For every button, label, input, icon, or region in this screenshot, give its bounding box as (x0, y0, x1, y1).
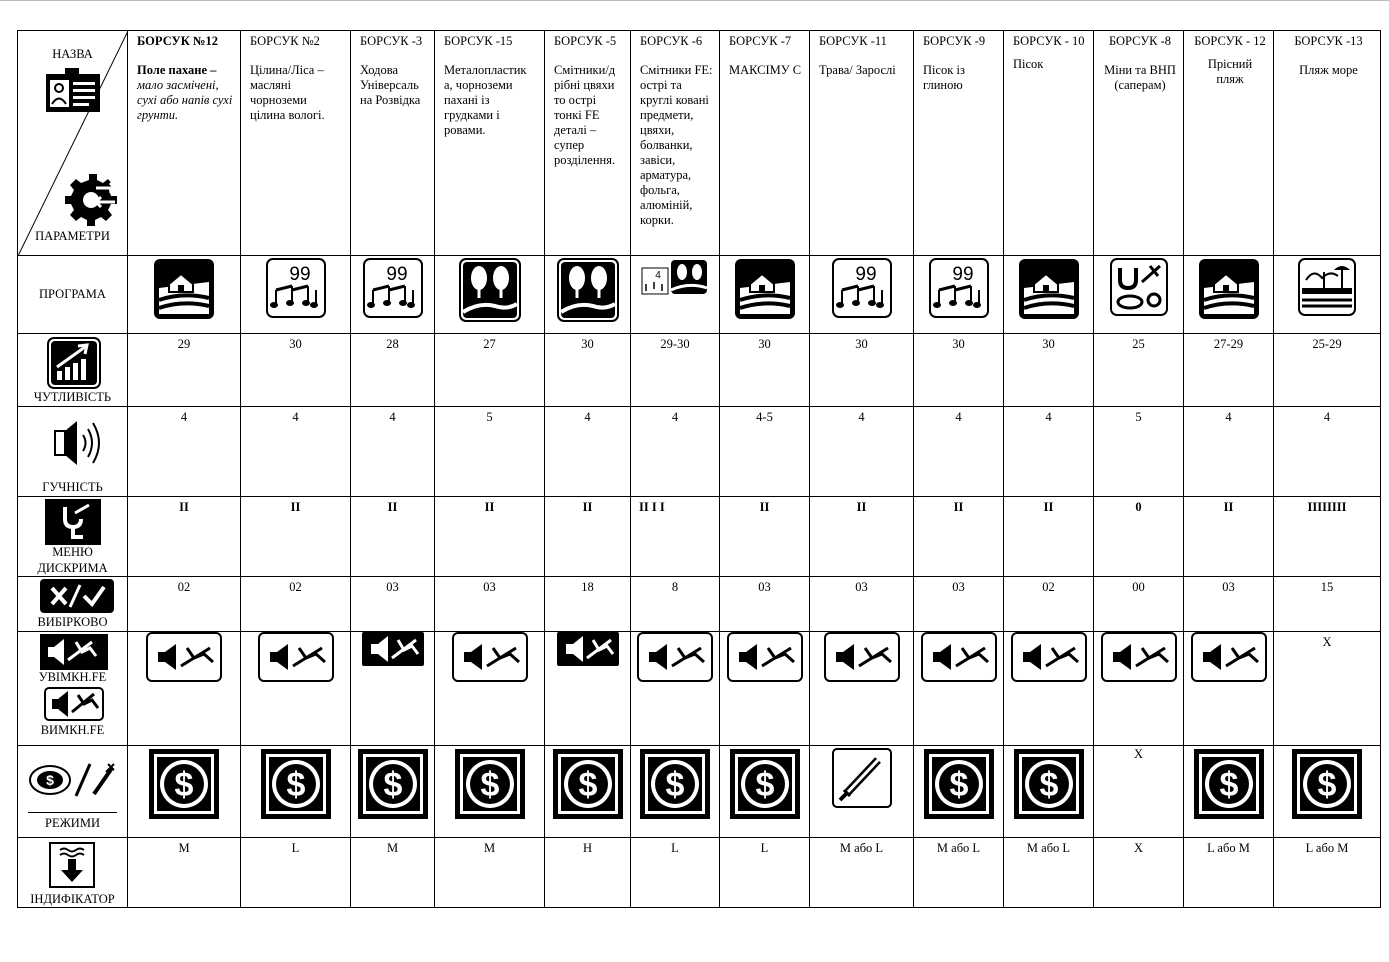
notch-label-cell (18, 577, 128, 632)
sensitivity-value: 25-29 (1274, 334, 1381, 407)
volume-value: 4 (545, 407, 631, 497)
indicator-value: X (1094, 838, 1184, 908)
coin-s-icon (260, 748, 332, 820)
tone-number: 99 (385, 264, 408, 285)
column-description: Смітники FE: острі та круглі ковані предмети, цвяхи, болванки, завіси, арматура, фольга, алюміній, корки. (640, 63, 713, 227)
indicator-value: L (241, 838, 351, 908)
indicator-value: M або L (1004, 838, 1094, 908)
column-header (435, 31, 545, 256)
notch-value: 03 (810, 577, 914, 632)
indicator-value: L або M (1274, 838, 1381, 908)
coin-s-icon (923, 748, 995, 820)
volume-value: 4 (351, 407, 435, 497)
field-house-icon (1018, 258, 1080, 320)
volume-row (18, 407, 1381, 497)
modes-row (18, 746, 1381, 838)
beach-icon (1298, 258, 1356, 316)
program-cell (914, 256, 1004, 334)
column-title: БОРСУК -6 (640, 34, 703, 48)
speaker-icon (51, 419, 105, 471)
column-header (1184, 31, 1274, 256)
notch-value: 18 (545, 577, 631, 632)
x-mark: X (1133, 747, 1144, 761)
column-title: БОРСУК -5 (554, 34, 617, 48)
fe-off-icon (727, 632, 803, 682)
header-row (18, 31, 1381, 256)
sensitivity-value: 30 (914, 334, 1004, 407)
fe-cell (720, 632, 810, 746)
row-label: ВИМКН.FE (40, 723, 105, 737)
desc-bold: Поле пахане – (137, 63, 217, 77)
field-house-icon (1198, 258, 1260, 320)
mode-cell (435, 746, 545, 838)
column-description: Трава/ Зарослі (819, 63, 896, 77)
svg-text:$: $ (480, 766, 499, 804)
column-header (241, 31, 351, 256)
program-cell (720, 256, 810, 334)
park-trees-icon (459, 258, 521, 322)
sensitivity-row (18, 334, 1381, 407)
fe-on-icon (557, 632, 619, 666)
indicator-value: L або M (1184, 838, 1274, 908)
column-header (128, 31, 241, 256)
notch-value: 8 (631, 577, 720, 632)
column-title: БОРСУК №12 (137, 34, 218, 48)
sensitivity-label-cell (18, 334, 128, 407)
program-label-cell (18, 256, 128, 334)
music-tone-icon (266, 258, 326, 318)
fe-cell (914, 632, 1004, 746)
fe-cell (810, 632, 914, 746)
fe-cell (351, 632, 435, 746)
program-cell (1274, 256, 1381, 334)
indicator-value: H (545, 838, 631, 908)
row-label: ДИСКРИМА (37, 561, 108, 575)
column-title: БОРСУК - 12 (1194, 34, 1266, 48)
coin-s-icon (729, 748, 801, 820)
fe-cell (631, 632, 720, 746)
svg-text:$: $ (1219, 766, 1238, 804)
column-title: БОРСУК -15 (444, 34, 513, 48)
sensitivity-value: 29 (128, 334, 241, 407)
column-description: Металопластик а, чорноземи пахані із грудками і ровами. (444, 63, 527, 137)
fe-off-icon (921, 632, 997, 682)
sensitivity-value: 27 (435, 334, 545, 407)
column-header (1094, 31, 1184, 256)
notch-value: 00 (1094, 577, 1184, 632)
column-title: БОРСУК -3 (360, 34, 423, 48)
sensitivity-value: 28 (351, 334, 435, 407)
fe-cell (545, 632, 631, 746)
music-tone-icon (929, 258, 989, 318)
indicator-value: M або L (810, 838, 914, 908)
column-header (1004, 31, 1094, 256)
fe-off-icon (637, 632, 713, 682)
notch-value: 03 (351, 577, 435, 632)
music-tone-icon (363, 258, 423, 318)
disc-value: II I I (631, 497, 720, 577)
sensitivity-value: 30 (1004, 334, 1094, 407)
disc-value: II (810, 497, 914, 577)
settings-table (17, 30, 1381, 908)
indicator-value: L (720, 838, 810, 908)
program-cell (545, 256, 631, 334)
sensitivity-value: 30 (545, 334, 631, 407)
program-cell (631, 256, 720, 334)
coin-s-icon (454, 748, 526, 820)
disc-value: II (128, 497, 241, 577)
column-description: МАКСІМУ С (729, 63, 802, 77)
sensitivity-value: 30 (810, 334, 914, 407)
disc-value: II (545, 497, 631, 577)
x-mark: X (1322, 635, 1332, 649)
column-header (1274, 31, 1381, 256)
fe-off-icon (44, 687, 104, 721)
fe-cell (1004, 632, 1094, 746)
volume-value: 4 (631, 407, 720, 497)
volume-value: 5 (1094, 407, 1184, 497)
svg-text:$: $ (755, 766, 774, 804)
sensitivity-value: 30 (720, 334, 810, 407)
desc-italic: мало засмічені, сухі або напів сухі грунти. (137, 78, 233, 122)
corner-cell (18, 31, 128, 256)
coin-s-icon (552, 748, 624, 820)
discrimination-row (18, 497, 1381, 577)
params-label: ПАРАМЕТРИ (35, 229, 110, 243)
program-row (18, 256, 1381, 334)
program-cell (241, 256, 351, 334)
row-label: ІНДИФІКАТОР (30, 892, 115, 906)
fe-row (18, 632, 1381, 746)
modes-icon (28, 760, 118, 800)
tone-number: 99 (951, 264, 974, 285)
notch-value: 02 (128, 577, 241, 632)
column-description: Прісний пляж (1207, 57, 1253, 86)
disc-value: II (1004, 497, 1094, 577)
column-description: Пісок із глиною (923, 63, 965, 92)
indicator-value: M або L (914, 838, 1004, 908)
fe-label-cell (18, 632, 128, 746)
volume-value: 5 (435, 407, 545, 497)
coin-s-icon (639, 748, 711, 820)
field-house-icon (153, 258, 215, 320)
pinpoint-icon (832, 748, 892, 808)
notch-value: 02 (1004, 577, 1094, 632)
notch-value: 03 (1184, 577, 1274, 632)
disc-value: II (351, 497, 435, 577)
tone-number: 99 (288, 264, 311, 285)
notch-row (18, 577, 1381, 632)
column-title: БОРСУК - 10 (1013, 34, 1085, 48)
sensitivity-value: 29-30 (631, 334, 720, 407)
mode-cell (1184, 746, 1274, 838)
program-cell (435, 256, 545, 334)
indicator-icon (48, 841, 96, 889)
fe-on-icon (40, 634, 108, 670)
column-description: Пляж море (1299, 63, 1358, 77)
volume-value: 4 (1274, 407, 1381, 497)
volume-label-cell (18, 407, 128, 497)
mode-cell (241, 746, 351, 838)
volume-value: 4 (914, 407, 1004, 497)
indicator-value: M (435, 838, 545, 908)
column-description: Пісок (1013, 57, 1044, 71)
sensitivity-value: 25 (1094, 334, 1184, 407)
name-label: НАЗВА (52, 47, 93, 61)
mode-cell (1094, 746, 1184, 838)
column-header (545, 31, 631, 256)
svg-text:$: $ (665, 766, 685, 804)
svg-text:$: $ (286, 766, 305, 804)
svg-text:$: $ (46, 772, 54, 788)
indicator-value: M (351, 838, 435, 908)
row-label: РЕЖИМИ (45, 816, 100, 830)
notch-value: 15 (1274, 577, 1381, 632)
music-tone-icon (832, 258, 892, 318)
svg-text:$: $ (949, 766, 968, 804)
notch-value: 03 (914, 577, 1004, 632)
volume-value: 4 (128, 407, 241, 497)
tone-number: 99 (854, 264, 877, 285)
column-title: БОРСУК -9 (923, 34, 986, 48)
program-cell (810, 256, 914, 334)
park-trees-icon (557, 258, 619, 322)
notch-value: 03 (720, 577, 810, 632)
svg-text:$: $ (1317, 766, 1337, 804)
svg-text:$: $ (174, 766, 194, 804)
program-cell (1004, 256, 1094, 334)
mode-cell (1274, 746, 1381, 838)
notch-icon (40, 579, 114, 613)
fe-off-icon (1101, 632, 1177, 682)
modes-label-cell (18, 746, 128, 838)
sensitivity-icon (47, 337, 101, 389)
svg-text:$: $ (383, 766, 402, 804)
column-title: БОРСУК -7 (729, 34, 792, 48)
column-header (351, 31, 435, 256)
coin-s-icon (1291, 748, 1363, 820)
svg-text:$: $ (1039, 766, 1058, 804)
combo-program-icon (641, 258, 709, 298)
program-cell (128, 256, 241, 334)
row-label: ЧУТЛИВІСТЬ (33, 390, 112, 404)
notch-value: 03 (435, 577, 545, 632)
fe-cell (128, 632, 241, 746)
fe-cell (1094, 632, 1184, 746)
row-label: МЕНЮ (52, 545, 93, 559)
fe-off-icon (452, 632, 528, 682)
program-cell (1094, 256, 1184, 334)
coin-s-icon (148, 748, 220, 820)
fe-cell (1274, 632, 1381, 746)
modes-underline (28, 812, 117, 813)
fe-cell (1184, 632, 1274, 746)
disc-value: IIIIIIII (1274, 497, 1381, 577)
sensitivity-value: 30 (241, 334, 351, 407)
fe-cell (435, 632, 545, 746)
indicator-row (18, 838, 1381, 908)
coin-s-icon (1193, 748, 1265, 820)
field-house-icon (734, 258, 796, 320)
fe-off-icon (1011, 632, 1087, 682)
discrimination-icon (45, 499, 101, 545)
column-title: БОРСУК -8 (1108, 34, 1172, 48)
row-label: ГУЧНІСТЬ (42, 480, 103, 494)
row-label: ПРОГРАМА (39, 287, 106, 301)
mode-cell (631, 746, 720, 838)
column-header (914, 31, 1004, 256)
column-header (720, 31, 810, 256)
discrimination-label-cell (18, 497, 128, 577)
disc-value: 0 (1094, 497, 1184, 577)
fe-off-icon (1191, 632, 1267, 682)
gear-settings-icon (63, 172, 119, 226)
volume-value: 4 (1184, 407, 1274, 497)
svg-text:$: $ (578, 766, 597, 804)
fe-off-icon (824, 632, 900, 682)
indicator-value: M (128, 838, 241, 908)
notch-value: 02 (241, 577, 351, 632)
column-description: Міни та ВНП (саперам) (1104, 63, 1176, 92)
coin-s-icon (357, 748, 429, 820)
column-description: Ходова Універсаль на Розвідка (360, 63, 421, 107)
fe-on-icon (362, 632, 424, 666)
column-description: Смітники/д рібні цвяхи то острі тонкі FE деталі – супер розділення. (554, 63, 616, 167)
indicator-value: L (631, 838, 720, 908)
mode-cell (1004, 746, 1094, 838)
column-description (137, 63, 234, 123)
mode-cell (720, 746, 810, 838)
mode-cell (810, 746, 914, 838)
fe-off-icon (258, 632, 334, 682)
disc-value: II (241, 497, 351, 577)
disc-value: II (914, 497, 1004, 577)
column-title: БОРСУК -13 (1294, 34, 1363, 48)
mode-cell (545, 746, 631, 838)
column-header (810, 31, 914, 256)
disc-value: II (1184, 497, 1274, 577)
mode-cell (914, 746, 1004, 838)
volume-value: 4-5 (720, 407, 810, 497)
top-rule (0, 0, 1389, 1)
relic-icon (1110, 258, 1168, 316)
column-description: Цілина/Ліса – масляні чорноземи цілина вологі. (250, 63, 325, 122)
sensitivity-value: 27-29 (1184, 334, 1274, 407)
fe-off-icon (146, 632, 222, 682)
column-title: БОРСУК №2 (250, 34, 320, 48)
volume-value: 4 (1004, 407, 1094, 497)
disc-value: II (435, 497, 545, 577)
disc-value: II (720, 497, 810, 577)
volume-value: 4 (241, 407, 351, 497)
program-cell (351, 256, 435, 334)
row-label: УВІМКН.FE (38, 670, 107, 684)
volume-value: 4 (810, 407, 914, 497)
row-label: ВИБІРКОВО (37, 615, 108, 629)
id-card-icon (45, 68, 101, 113)
mode-cell (351, 746, 435, 838)
column-header (631, 31, 720, 256)
column-title: БОРСУК -11 (819, 34, 887, 48)
fe-cell (241, 632, 351, 746)
program-cell (1184, 256, 1274, 334)
indicator-label-cell (18, 838, 128, 908)
combo-number: 4 (655, 270, 661, 281)
mode-cell (128, 746, 241, 838)
coin-s-icon (1013, 748, 1085, 820)
